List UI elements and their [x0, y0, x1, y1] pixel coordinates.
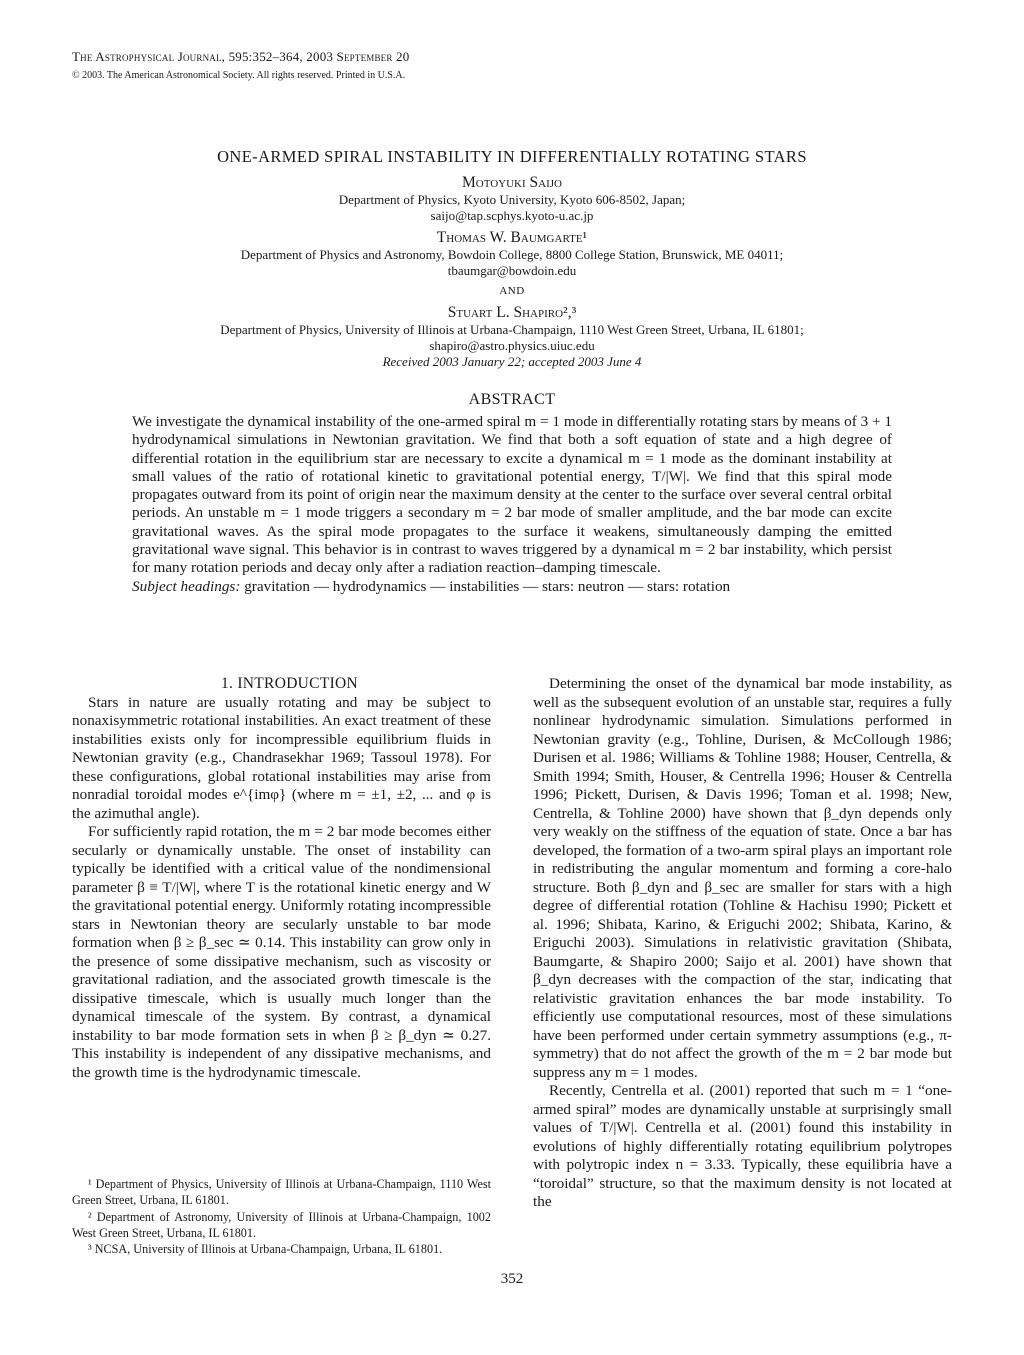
author-block	[0, 173, 1024, 370]
right-column	[533, 675, 952, 1212]
author-affiliation: Department of Physics and Astronomy, Bowdoin College, 8800 College Station, Brunswick, ME 04011;	[240, 247, 784, 262]
journal-citation: The Astrophysical Journal, 595:352–364, 2003 September 20	[72, 49, 410, 64]
footnote: ¹ Department of Physics, University of Illinois at Urbana-Champaign, 1110 West Green Street, Urbana, IL 61801.	[72, 1177, 491, 1208]
body-paragraph: Stars in nature are usually rotating and may be subject to nonaxisymmetric rotational instabilities. An exact treatment of these instabilities exists only for incompressible equilibrium fluids in Newtonian gravity (e.g., Chandrasekhar 1969; Tassoul 1978). For these configurations, global rotational instabilities may arise from nonradial toroidal modes e^{imφ} (where m = ±1, ±2, ... and φ is the azimuthal angle).	[72, 693, 491, 822]
author-affiliation: Department of Physics, Kyoto University, Kyoto 606-8502, Japan;	[338, 192, 686, 207]
left-column	[72, 675, 491, 1082]
body-paragraph: For sufficiently rapid rotation, the m = 2 bar mode becomes either secularly or dynamically unstable. The onset of instability can typically be identified with a critical value of the nondimensional parameter β ≡ T/|W|, where T is the rotational kinetic energy and W the gravitational potential energy. Uniformly rotating incompressible stars in Newtonian theory are secularly unstable to bar mode formation when β ≥ β_sec ≃ 0.14. This instability can grow only in the presence of some dissipative mechanism, such as viscosity or gravitational radiation, and the associated growth timescale is the dissipative timescale, which is usually much longer than the dynamical timescale of the system. By contrast, a dynamical instability to bar mode formation sets in when β ≥ β_dyn ≃ 0.27. This instability is independent of any dissipative mechanisms, and the growth time is the hydrodynamic timescale.	[72, 823, 491, 1081]
abstract-heading: ABSTRACT	[468, 391, 556, 408]
author-affiliation: Department of Physics, University of Illinois at Urbana-Champaign, 1110 West Green Street, Urbana, IL 61801;	[220, 322, 804, 337]
body-paragraph: Determining the onset of the dynamical bar mode instability, as well as the subsequent evolution of an unstable star, requires a fully nonlinear hydrodynamic simulation. Simulations performed in Newtonian gravity (e.g., Tohline, Durisen, & McCollough 1986; Durisen et al. 1986; Williams & Tohline 1988; Houser, Centrella, & Smith 1994; Smith, Houser, & Centrella 1996; Houser & Centrella 1996; Pickett, Durisen, & Davis 1996; Toman et al. 1998; New, Centrella, & Tohline 2000) have shown that β_dyn depends only very weakly on the stiffness of the equation of state. Once a bar has developed, the formation of a two-arm spiral plays an important role in redistributing the angular momentum and forming a core-halo structure. Both β_dyn and β_sec are smaller for stars with a high degree of differential rotation (Tohline & Hachisu 1990; Pickett et al. 1996; Shibata, Karino, & Eriguchi 2002; Shibata, Karino, & Eriguchi 2003). Simulations in relativistic gravitation (Shibata, Baumgarte, & Shapiro 2000; Saijo et al. 2001) have shown that β_dyn decreases with the compaction of the star, indicating that relativistic gravitation enhances the bar mode instability. To efficiently use computational resources, most of these simulations have been performed under certain symmetry assumptions (e.g., π-symmetry) that do not affect the growth of the m = 2 bar mode but suppress any m = 1 modes.	[533, 675, 952, 1081]
footnote: ² Department of Astronomy, University of Illinois at Urbana-Champaign, 1002 West Green Street, Urbana, IL 61801.	[72, 1209, 491, 1240]
and-separator: AND	[499, 285, 525, 297]
author-name: Thomas W. Baumgarte¹	[436, 229, 588, 246]
author-email: saijo@tap.scphys.kyoto-u.ac.jp	[430, 208, 594, 223]
received-dates: Received 2003 January 22; accepted 2003 June 4	[382, 354, 642, 369]
author-name: Stuart L. Shapiro²,³	[447, 304, 577, 321]
section-heading: 1. INTRODUCTION	[220, 675, 359, 692]
subject-headings	[132, 578, 892, 596]
copyright-notice: © 2003. The American Astronomical Society. All rights reserved. Printed in U.S.A.	[72, 70, 406, 81]
author-email: shapiro@astro.physics.uiuc.edu	[429, 338, 595, 353]
page-number: 352	[500, 1271, 524, 1287]
footnotes	[72, 1176, 491, 1257]
abstract-text: We investigate the dynamical instability of the one-armed spiral m = 1 mode in differentially rotating stars by means of 3 + 1 hydrodynamical simulations in Newtonian gravitation. We find that both a soft equation of state and a high degree of differential rotation in the equilibrium star are necessary to excite a dynamical m = 1 mode as the dominant instability at small values of the ratio of rotational kinetic to gravitational potential energy, T/|W|. We find that this spiral mode propagates outward from its point of origin near the maximum density at the center to the surface over several central orbital periods. An unstable m = 1 mode triggers a secondary m = 2 bar mode of smaller amplitude, and the bar mode can excite gravitational waves. As the spiral mode propagates to the surface it weakens, simultaneously damping the emitted gravitational wave signal. This behavior is in contrast to waves triggered by a dynamical m = 2 bar instability, which persist for many rotation periods and decay only after a radiation reaction–damping timescale.	[132, 413, 892, 577]
abstract-section	[132, 413, 892, 596]
subject-headings-text: gravitation — hydrodynamics — instabilities — stars: neutron — stars: rotation	[240, 577, 731, 595]
author-name: Motoyuki Saijo	[461, 174, 562, 191]
author-email: tbaumgar@bowdoin.edu	[447, 263, 577, 278]
body-paragraph: Recently, Centrella et al. (2001) reported that such m = 1 “one-armed spiral” modes are dynamically unstable at surprisingly small values of T/|W|. Centrella et al. (2001) found this instability in evolutions of highly differentially rotating equilibrium polytropes with polytropic index n = 3.33. Typically, these equilibria have a “toroidal” structure, so that the maximum density is not located at the	[533, 1082, 952, 1210]
paper-title: ONE-ARMED SPIRAL INSTABILITY IN DIFFERENTIALLY ROTATING STARS	[217, 147, 807, 166]
footnote: ³ NCSA, University of Illinois at Urbana-Champaign, Urbana, IL 61801.	[88, 1242, 443, 1257]
subject-headings-label: Subject headings:	[132, 577, 241, 595]
